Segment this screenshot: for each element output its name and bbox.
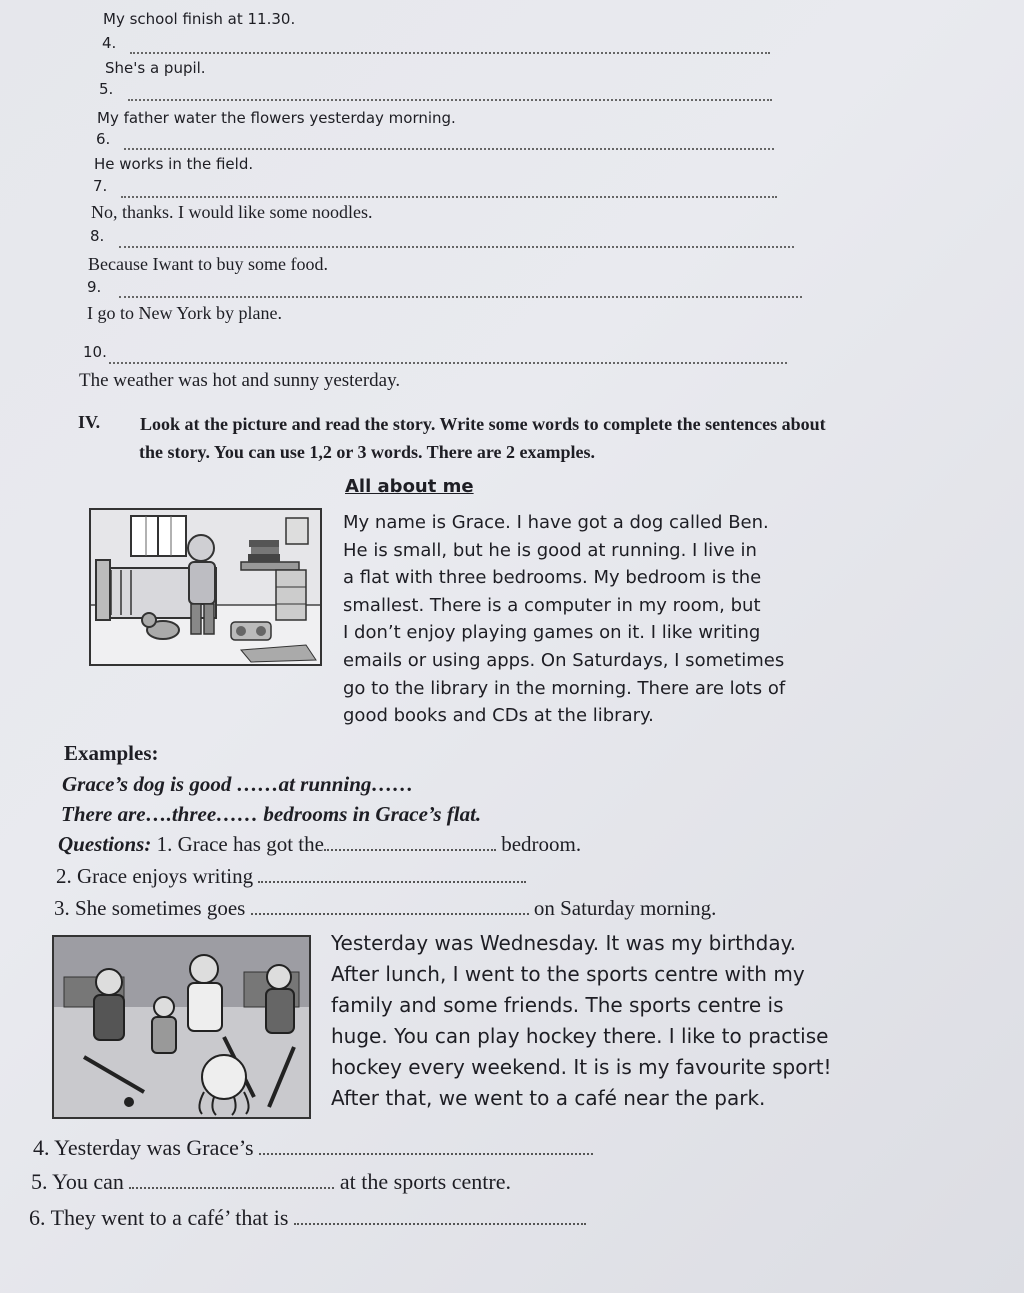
answer-line: He works in the field. [94,155,254,173]
story-line: a flat with three bedrooms. My bedroom is the [343,567,762,589]
question-number: 9. [87,278,102,296]
question-blank[interactable] [119,296,802,298]
answer-blank[interactable] [129,1181,334,1189]
example-answer: There are….three…… [61,802,264,826]
example-2 [61,802,481,827]
question-blank[interactable] [124,148,774,150]
question-3 [54,896,716,921]
question-5 [31,1169,511,1195]
instruction-line: Look at the picture and read the story. Write some words to complete the sentences about [140,414,826,434]
story-title: All about me [345,476,474,497]
question-number: 5. [99,80,114,98]
question-text: 6. They went to a café’ that is [29,1205,294,1230]
answer-blank[interactable] [294,1217,586,1225]
question-text: bedroom. [495,832,582,856]
example-text: bedrooms in Grace’s flat. [263,802,482,826]
answer-line: The weather was hot and sunny yesterday. [79,370,401,391]
example-1 [62,772,413,797]
answer-blank[interactable] [258,875,526,883]
story-line: huge. You can play hockey there. I like to practise [331,1024,829,1048]
instruction-line: the story. You can use 1,2 or 3 words. There are 2 examples. [139,442,595,462]
answer-line: My father water the flowers yesterday morning. [97,109,456,127]
question-number: 6. [96,130,111,148]
question-6 [29,1205,586,1231]
question-number: 7. [93,177,108,195]
hockey-illustration [52,935,311,1119]
answer-blank[interactable] [251,907,529,915]
question-text: 5. You can [31,1169,130,1194]
section-numeral: IV. [78,412,101,432]
story-line: He is small, but he is good at running. I live in [343,539,757,561]
question-blank[interactable] [109,362,787,364]
example-answer: ……at running…… [236,772,414,796]
questions-label: Questions: [58,832,152,856]
answer-line: She's a pupil. [105,59,206,77]
answer-blank[interactable] [324,843,496,851]
question-blank[interactable] [130,52,770,54]
example-text: Grace’s dog is good [62,772,237,796]
bedroom-drawing [91,510,320,664]
question-4 [33,1135,593,1161]
answer-line: No, thanks. I would like some noodles. [91,202,373,222]
question-text: on Saturday morning. [528,896,717,920]
story-line: Yesterday was Wednesday. It was my birthday. [331,931,796,955]
answer-blank[interactable] [259,1147,593,1155]
story-line: good books and CDs at the library. [343,705,654,727]
answer-line: I go to New York by plane. [87,303,282,323]
question-blank[interactable] [119,246,794,248]
answer-line: My school finish at 11.30. [103,10,296,28]
story-line: hockey every weekend. It is is my favourite sport! [331,1055,832,1079]
story-text [343,509,785,730]
question-number: 10. [83,343,107,361]
question-1 [58,832,581,857]
question-text: at the sports centre. [334,1169,511,1194]
story-line: emails or using apps. On Saturdays, I sometimes [343,649,785,671]
story-line: After lunch, I went to the sports centre with my [331,962,805,986]
birthday-story [331,928,832,1114]
question-number: 8. [90,227,105,245]
story-line: family and some friends. The sports centre is [331,993,784,1017]
story-line: My name is Grace. I have got a dog called Ben. [343,512,769,533]
question-text: 2. Grace enjoys writing [56,864,259,888]
answer-line: Because Iwant to buy some food. [88,254,328,274]
question-text: 1. Grace has got the [151,832,324,856]
hockey-drawing [54,937,309,1117]
story-line: go to the library in the morning. There are lots of [343,677,786,699]
story-line: I don’t enjoy playing games on it. I like writing [343,622,761,644]
question-text: 4. Yesterday was Grace’s [33,1135,260,1160]
question-blank[interactable] [128,99,772,101]
question-2 [56,864,526,889]
bedroom-illustration [89,508,322,666]
story-line: After that, we went to a café near the park. [331,1086,766,1110]
question-number: 4. [102,34,117,52]
question-text: 3. She sometimes goes [54,896,251,920]
question-blank[interactable] [121,196,777,198]
story-line: smallest. There is a computer in my room, but [343,594,761,616]
examples-label: Examples: [64,741,159,765]
